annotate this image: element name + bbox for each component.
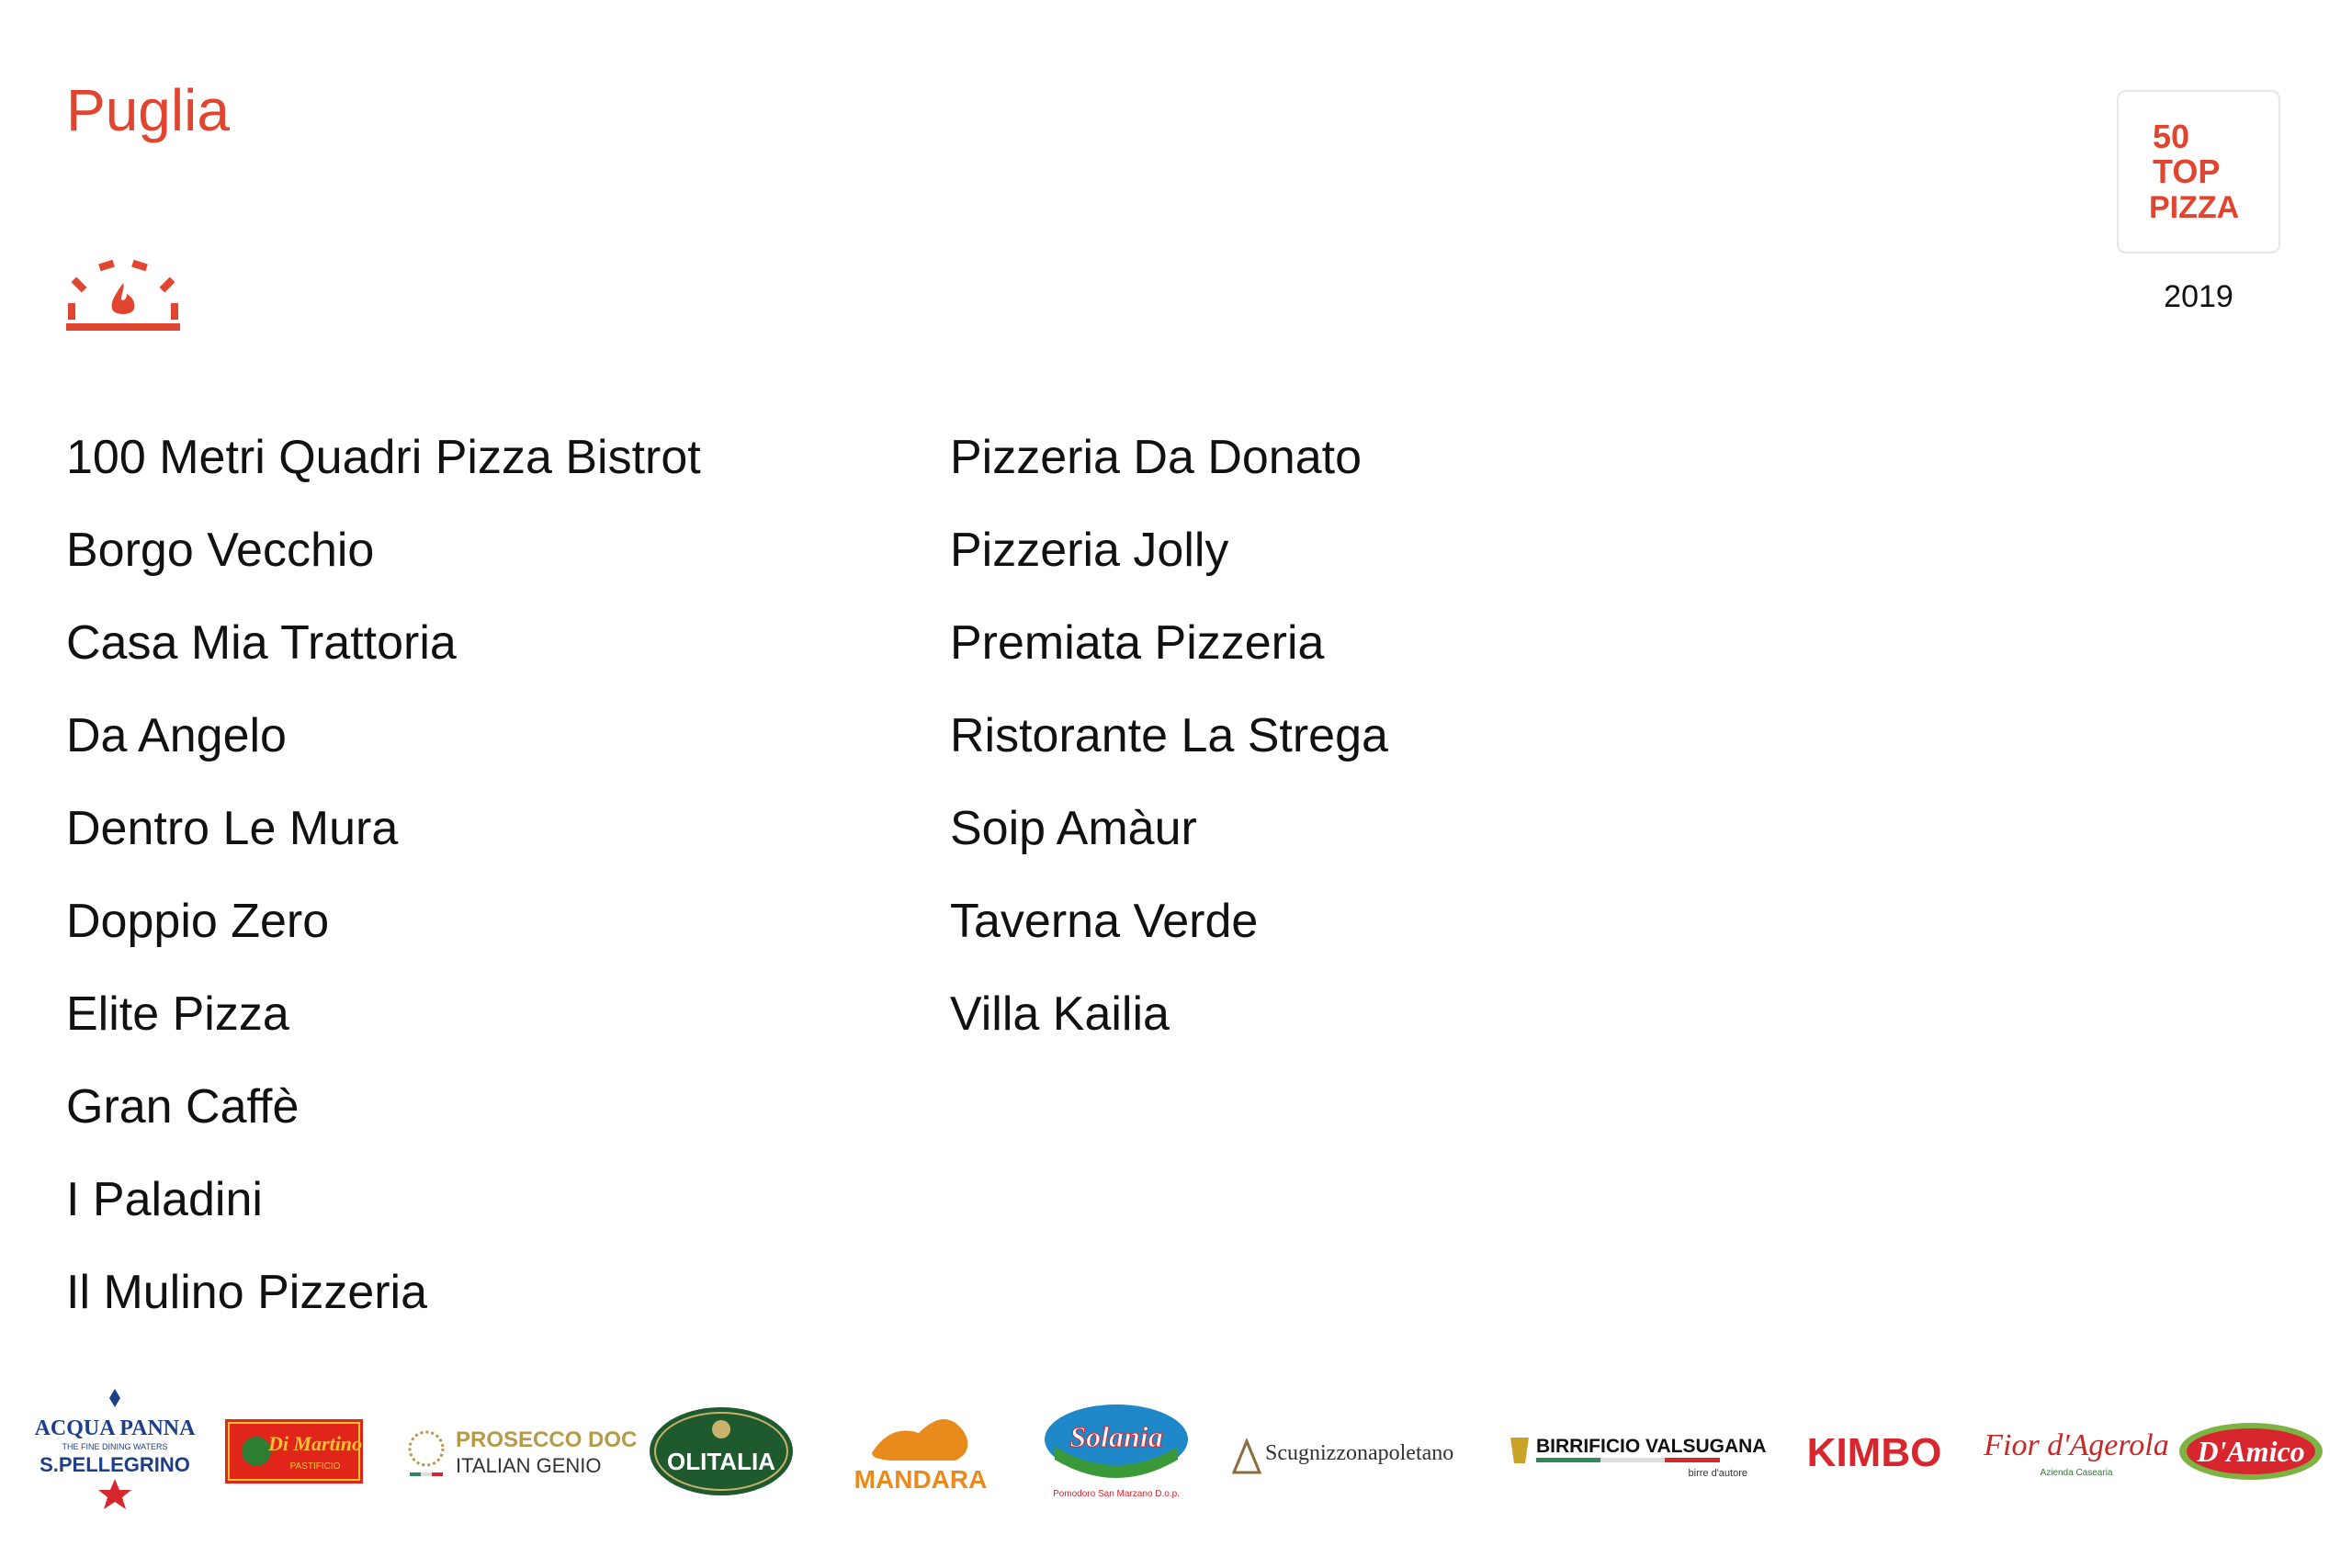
svg-text:OLITALIA: OLITALIA bbox=[667, 1448, 775, 1475]
sponsor-pastificio-di-martino bbox=[225, 1378, 363, 1525]
restaurant-item: Borgo Vecchio bbox=[66, 524, 375, 577]
restaurant-item: 100 Metri Quadri Pizza Bistrot bbox=[66, 431, 701, 484]
svg-text:Fior d'Agerola: Fior d'Agerola bbox=[1984, 1428, 2169, 1462]
svg-text:ITALIAN GENIO: ITALIAN GENIO bbox=[456, 1454, 602, 1477]
svg-text:TOP: TOP bbox=[2153, 152, 2221, 190]
svg-text:Di Martino: Di Martino bbox=[267, 1432, 363, 1455]
restaurant-item: Gran Caffè bbox=[66, 1080, 300, 1134]
restaurant-item: Premiata Pizzeria bbox=[950, 616, 1325, 670]
svg-text:Pomodoro San Marzano D.o.p.: Pomodoro San Marzano D.o.p. bbox=[1053, 1489, 1180, 1499]
sponsor-acqua-panna-s-pellegrino bbox=[34, 1378, 196, 1525]
restaurant-item: Da Angelo bbox=[66, 709, 287, 762]
svg-text:ACQUA PANNA: ACQUA PANNA bbox=[34, 1416, 196, 1440]
50-top-pizza-logo bbox=[2117, 90, 2280, 254]
sponsor-olitalia bbox=[648, 1378, 795, 1525]
svg-text:KIMBO: KIMBO bbox=[1806, 1430, 1942, 1475]
svg-text:Scugnizzonapoletano: Scugnizzonapoletano bbox=[1265, 1441, 1454, 1465]
logo-year: 2019 bbox=[2164, 279, 2233, 314]
svg-text:D'Amico: D'Amico bbox=[2197, 1435, 2305, 1468]
svg-text:Azienda Casearia: Azienda Casearia bbox=[2040, 1468, 2113, 1478]
page-title: Puglia bbox=[66, 77, 230, 143]
svg-text:PASTIFICIO: PASTIFICIO bbox=[289, 1461, 341, 1472]
sponsor-d-amico bbox=[2177, 1378, 2324, 1525]
restaurant-item: Dentro Le Mura bbox=[66, 802, 399, 855]
restaurant-item: Il Mulino Pizzeria bbox=[66, 1266, 428, 1319]
restaurant-item: Pizzeria Da Donato bbox=[950, 431, 1362, 484]
restaurant-item: Elite Pizza bbox=[66, 987, 289, 1041]
svg-text:PROSECCO DOC: PROSECCO DOC bbox=[456, 1427, 638, 1452]
svg-text:MANDARA: MANDARA bbox=[854, 1465, 988, 1494]
sponsor-scugnizzonapoletano bbox=[1227, 1378, 1484, 1525]
restaurant-item: Ristorante La Strega bbox=[950, 709, 1388, 762]
restaurant-item: Soip Amàur bbox=[950, 802, 1197, 855]
restaurant-item: Casa Mia Trattoria bbox=[66, 616, 457, 670]
restaurant-item: Pizzeria Jolly bbox=[950, 524, 1229, 577]
restaurant-list-column-2 bbox=[950, 428, 1388, 1077]
sponsor-solania bbox=[1038, 1378, 1194, 1525]
sponsor-kimbo bbox=[1782, 1378, 1966, 1525]
svg-text:PIZZA: PIZZA bbox=[2149, 190, 2240, 225]
pizza-oven-icon bbox=[66, 259, 180, 334]
svg-text:THE FINE DINING WATERS: THE FINE DINING WATERS bbox=[62, 1442, 168, 1451]
restaurant-list-column-1 bbox=[66, 428, 701, 1356]
svg-text:S.PELLEGRINO: S.PELLEGRINO bbox=[40, 1453, 190, 1476]
restaurant-item: Taverna Verde bbox=[950, 895, 1259, 948]
sponsor-mandara bbox=[836, 1378, 1006, 1525]
svg-text:50: 50 bbox=[2153, 118, 2190, 155]
logo-mark bbox=[2140, 113, 2257, 231]
svg-text:Solania: Solania bbox=[1069, 1420, 1163, 1453]
sponsor-birrificio-valsugana bbox=[1507, 1378, 1767, 1525]
restaurant-item: Doppio Zero bbox=[66, 895, 330, 948]
restaurant-item: I Paladini bbox=[66, 1173, 263, 1226]
sponsor-logos bbox=[34, 1378, 2324, 1525]
svg-text:BIRRIFICIO VALSUGANA: BIRRIFICIO VALSUGANA bbox=[1536, 1436, 1767, 1457]
restaurant-item: Villa Kailia bbox=[950, 987, 1170, 1041]
svg-text:birre d'autore: birre d'autore bbox=[1688, 1468, 1747, 1479]
sponsor-fior-d-agerola bbox=[1984, 1378, 2168, 1525]
sponsor-prosecco-doc bbox=[404, 1378, 638, 1525]
